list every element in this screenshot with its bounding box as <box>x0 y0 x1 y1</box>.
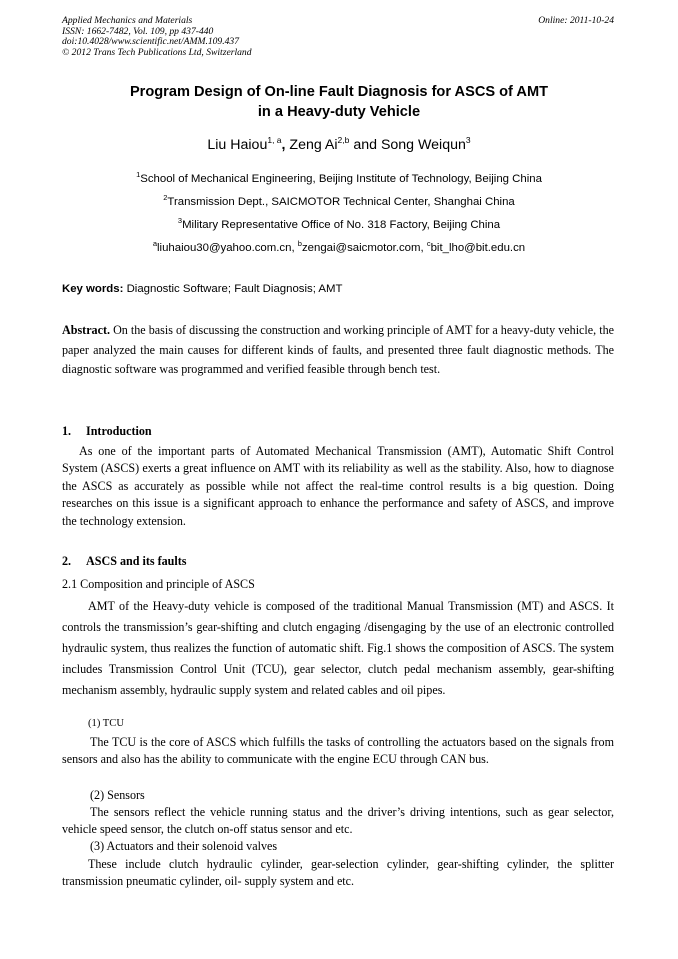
author-name: Zeng Ai <box>289 137 338 153</box>
list-item-text: These include clutch hydraulic cylinder, gear-selection cylinder, gear-shifting cylinder, the splitter transmission pneumatic cylinder, oil- supply system and etc. <box>62 857 614 889</box>
affiliation-mark: 1 <box>136 170 141 179</box>
issn-line: ISSN: 1662-7482, Vol. 109, pp 437-440 <box>62 25 214 37</box>
keywords-label: Key words: <box>62 283 124 295</box>
keywords-text: Diagnostic Software; Fault Diagnosis; AMT <box>123 283 343 295</box>
email-address: zengai@saicmotor.com, <box>301 242 427 254</box>
author-separator: and <box>349 137 381 153</box>
list-item-label: (2) Sensors <box>90 788 145 802</box>
email-mark: a <box>152 239 158 248</box>
online-date: Online: 2011-10-24 <box>538 15 614 26</box>
abstract <box>62 321 614 380</box>
author-affiliation-mark: 1, a <box>267 135 282 145</box>
affiliation <box>60 171 618 187</box>
email-mark: c <box>426 239 431 248</box>
affiliation <box>60 217 618 233</box>
author-name: Song Weiqun <box>380 137 466 153</box>
abstract-text: On the basis of discussing the construction and working principle of AMT for a heavy-duty vehicle, the paper analyzed the main causes for different kinds of faults, and presented three fault diagnostic methods. The diagnostic software was programmed and verified feasible through bench test. <box>62 323 614 376</box>
affiliation-text: Military Representative Office of No. 318 Factory, Beijing China <box>182 219 501 231</box>
author-list <box>60 135 618 155</box>
section-paragraph: AMT of the Heavy-duty vehicle is composed of the traditional Manual Transmission (MT) and ASCS. It controls the transmission’s gear-shifting and clutch engaging /disengaging by the use of an electronic controlled hydraulic system, thus realizes the function of automatic shift. Fig.1 shows the composition of ASCS. The system includes Transmission Control Unit (TCU), gear selector, clutch pedal mechanism assembly, gear-shifting mechanism assembly, hydraulic supply system and related cables and oil pipes. <box>62 599 614 697</box>
email-address: liuhaiou30@yahoo.com.cn, <box>157 242 298 254</box>
author-affiliation-mark: 2,b <box>337 135 350 145</box>
list-item-text: The sensors reflect the vehicle running status and the driver’s driving intentions, such as gear selector, vehicle speed sensor, the clutch on-off status sensor and etc. <box>62 805 614 837</box>
affiliation <box>60 194 618 210</box>
copyright-line: © 2012 Trans Tech Publications Ltd, Switzerland <box>62 46 252 58</box>
abstract-label: Abstract. <box>62 323 111 337</box>
section-paragraph: As one of the important parts of Automated Mechanical Transmission (AMT), Automatic Shift Control System (ASCS) exerts a great influence on AMT with its reliability as well as the stability. Also, how to diagnose the ASCS as accurately as possible while not affect the real-time control results is a big question. Doing researches on this issue is a significant approach to enhance the performance and safety of ASCS, and improve the technology extension. <box>62 444 614 528</box>
author-separator: , <box>281 137 290 153</box>
email-line <box>60 240 618 256</box>
paper-title <box>60 82 618 122</box>
title-line-2: in a Heavy-duty Vehicle <box>257 104 421 120</box>
section-number: 2. <box>62 554 72 568</box>
doi-line: doi:10.4028/www.scientific.net/AMM.109.437 <box>62 36 240 48</box>
journal-name: Applied Mechanics and Materials <box>62 15 193 26</box>
section-heading <box>62 553 186 569</box>
list-item-text: The TCU is the core of ASCS which fulfills the tasks of controlling the actuators based on the signals from sensors and also has the ability to communicate with the engine ECU through CAN bus. <box>62 735 614 767</box>
title-line-1: Program Design of On-line Fault Diagnosis for ASCS of AMT <box>129 84 549 100</box>
subsection-heading: 2.1 Composition and principle of ASCS <box>62 577 255 591</box>
email-address: bit_lho@bit.edu.cn <box>430 242 526 254</box>
journal-header <box>62 16 252 58</box>
section-title: ASCS and its faults <box>86 554 187 568</box>
author-name: Liu Haiou <box>207 137 268 153</box>
author-affiliation-mark: 3 <box>465 135 471 145</box>
affiliation-mark: 2 <box>163 193 168 202</box>
affiliation-mark: 3 <box>177 216 183 225</box>
section-heading <box>62 423 152 439</box>
keywords <box>62 281 618 297</box>
affiliation-text: School of Mechanical Engineering, Beijing Institute of Technology, Beijing China <box>140 173 542 185</box>
list-item-label: (3) Actuators and their solenoid valves <box>90 839 278 853</box>
list-item-label: (1) TCU <box>88 718 124 729</box>
affiliation-text: Transmission Dept., SAICMOTOR Technical Center, Shanghai China <box>167 196 515 208</box>
email-mark: b <box>297 239 302 248</box>
section-title: Introduction <box>86 424 152 438</box>
section-number: 1. <box>62 424 72 438</box>
